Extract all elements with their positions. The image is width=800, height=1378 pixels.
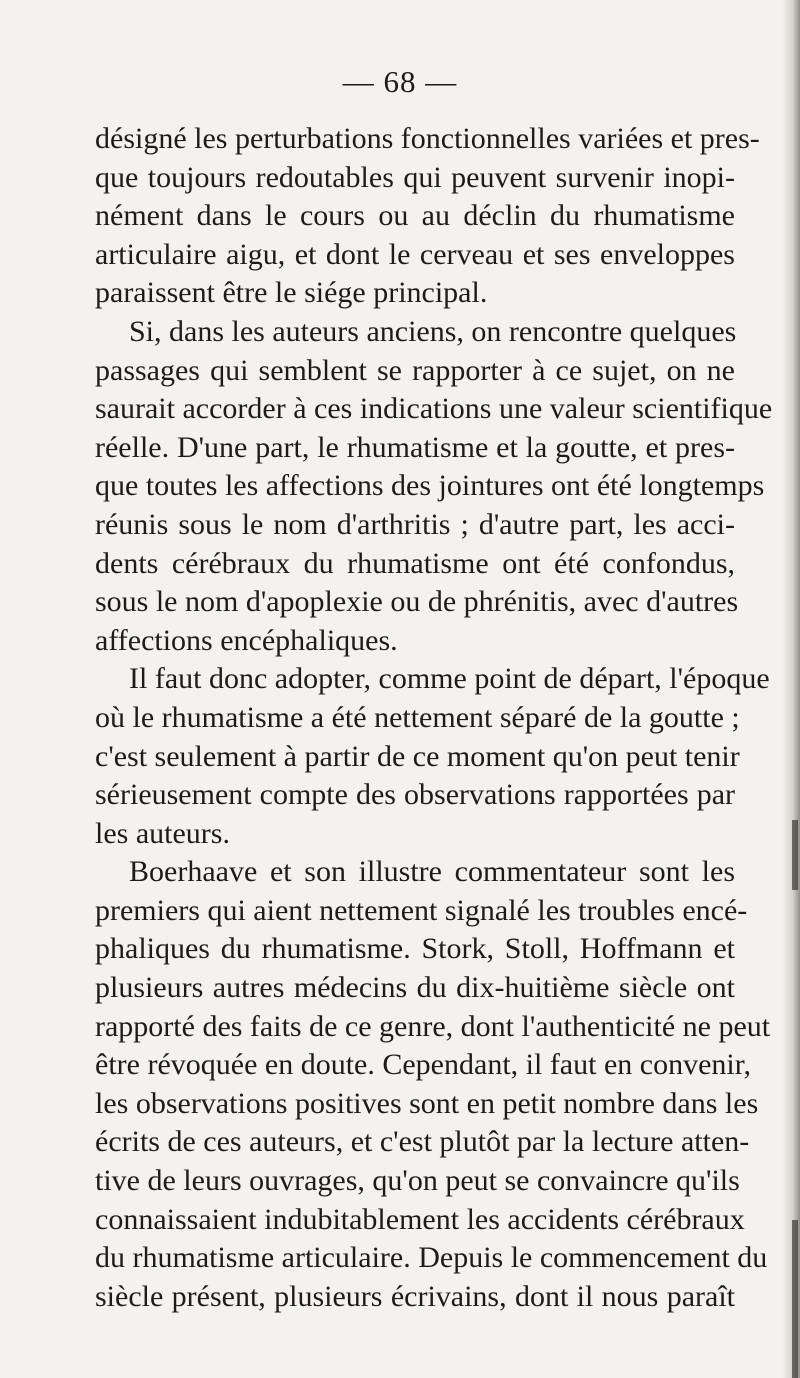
text-line: saurait accorder à ces indications une valeur scientifique (95, 392, 773, 426)
text-line: passages qui semblent se rapporter à ce sujet, on ne (95, 353, 735, 387)
text-line: écrits de ces auteurs, et c'est plutôt par la lecture atten- (95, 1125, 750, 1159)
text-line: sérieusement compte des observations rapportées par (95, 778, 735, 812)
page-number: — 68 — (342, 64, 458, 99)
text-line: affections encéphaliques. (95, 623, 398, 657)
page-edge-mark (792, 1220, 798, 1378)
page-edge-mark (792, 820, 798, 890)
text-line: être révoquée en doute. Cependant, il faut en convenir, (95, 1048, 752, 1082)
text-line: Si, dans les auteurs anciens, on rencontre quelques (129, 314, 737, 348)
text-line: premiers qui aient nettement signalé les troubles encé- (95, 893, 748, 927)
text-line: siècle présent, plusieurs écrivains, dont il nous paraît (95, 1279, 735, 1313)
text-line: phaliques du rhumatisme. Stork, Stoll, Hoffmann et (95, 932, 735, 966)
text-line: les observations positives sont en petit nombre dans les (95, 1086, 759, 1120)
body-text (95, 120, 773, 1316)
page-edge-shadow (782, 0, 800, 1378)
text-line: les auteurs. (95, 816, 230, 850)
text-line: sous le nom d'apoplexie ou de phrénitis, avec d'autres (95, 585, 739, 619)
text-line: rapporté des faits de ce genre, dont l'authenticité ne peut (95, 1009, 771, 1043)
text-line: où le rhumatisme a été nettement séparé de la goutte ; (95, 700, 740, 734)
text-line: que toutes les affections des jointures ont été longtemps (95, 469, 765, 503)
text-line: nément dans le cours ou au déclin du rhumatisme (95, 199, 735, 233)
text-line: du rhumatisme articulaire. Depuis le commencement du (95, 1241, 768, 1275)
text-line: désigné les perturbations fonctionnelles variées et pres- (95, 122, 760, 155)
text-line: Boerhaave et son illustre commentateur sont les (129, 855, 735, 889)
text-line: plusieurs autres médecins du dix-huitième siècle ont (95, 971, 735, 1005)
text-line: connaissaient indubitablement les accidents cérébraux (95, 1202, 745, 1236)
text-line: dents cérébraux du rhumatisme ont été confondus, (95, 546, 735, 580)
text-line: réelle. D'une part, le rhumatisme et la goutte, et pres- (95, 430, 735, 464)
text-line: c'est seulement à partir de ce moment qu'on peut tenir (95, 739, 740, 773)
text-line: que toujours redoutables qui peuvent survenir inopi- (95, 160, 735, 194)
text-line: réunis sous le nom d'arthritis ; d'autre part, les acci- (95, 507, 735, 541)
text-line: articulaire aigu, et dont le cerveau et ses enveloppes (95, 237, 735, 271)
text-line: Il faut donc adopter, comme point de départ, l'époque (129, 662, 770, 696)
text-line: tive de leurs ouvrages, qu'on peut se convaincre qu'ils (95, 1164, 740, 1198)
text-line: paraissent être le siége principal. (95, 276, 488, 310)
